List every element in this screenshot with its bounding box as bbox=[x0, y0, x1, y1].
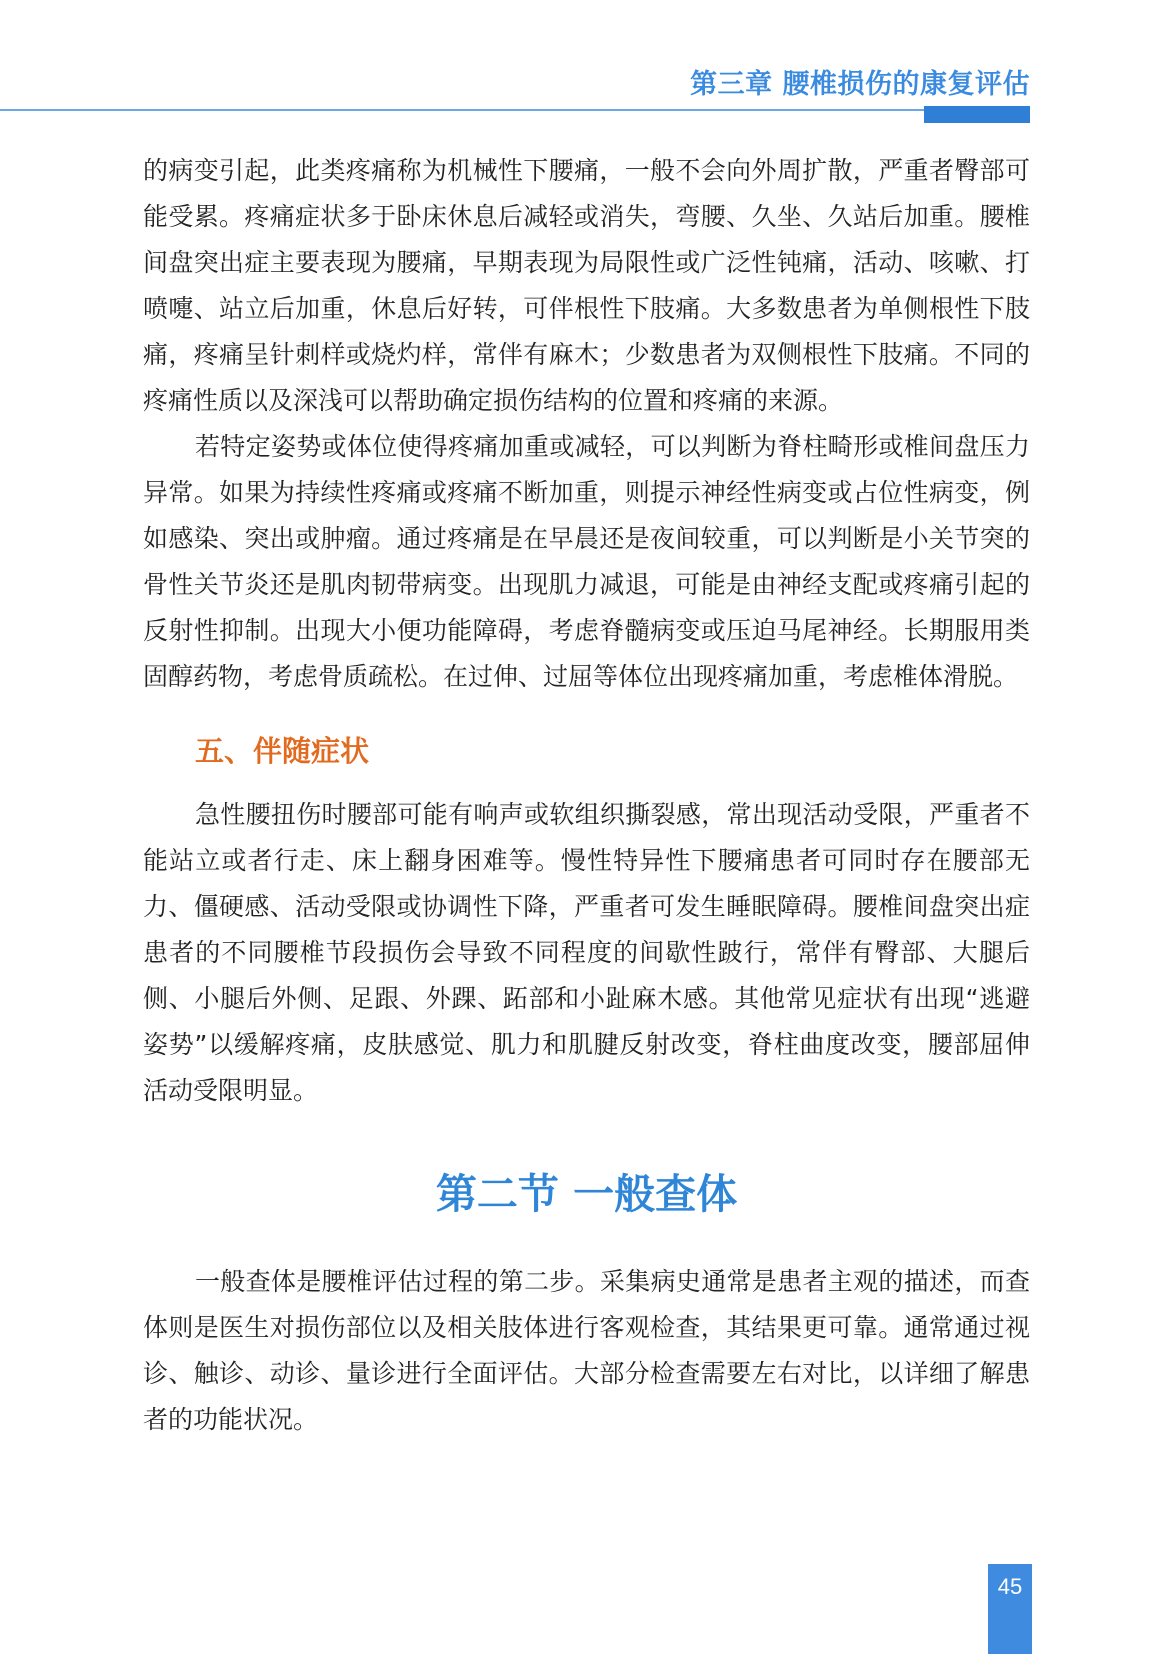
paragraph-pain-posture: 若特定姿势或体位使得疼痛加重或减轻，可以判断为脊柱畸形或椎间盘压力异常。如果为持续性疼痛或疼痛不断加重，则提示神经性病变或占位性病变，例如感染、突出或肿瘤。通过疼痛是在早晨还是夜间较重，可以判断是小关节突的骨性关节炎还是肌肉韧带病变。出现肌力减退，可能是由神经支配或疼痛引起的反射性抑制。出现大小便功能障碍，考虑脊髓病变或压迫马尾神经。长期服用类固醇药物，考虑骨质疏松。在过伸、过屈等体位出现疼痛加重，考虑椎体滑脱。 bbox=[143, 432, 1030, 691]
paragraph-general-exam: 一般查体是腰椎评估过程的第二步。采集病史通常是患者主观的描述，而查体则是医生对损伤部位以及相关肢体进行客观检查，其结果更可靠。通常通过视诊、触诊、动诊、量诊进行全面评估。大部分检查需要左右对比，以详细了解患者的功能状况。 bbox=[143, 1267, 1030, 1434]
page-number: 45 bbox=[997, 1574, 1023, 1599]
paragraph-pain-continued: 的病变引起，此类疼痛称为机械性下腰痛，一般不会向外周扩散，严重者臀部可能受累。疼痛症状多于卧床休息后减轻或消失，弯腰、久坐、久站后加重。腰椎间盘突出症主要表现为腰痛，早期表现为局限性或广泛性钝痛，活动、咳嗽、打喷嚏、站立后加重，休息后好转，可伴根性下肢痛。大多数患者为单侧根性下肢痛，疼痛呈针刺样或烧灼样，常伴有麻木；少数患者为双侧根性下肢痛。不同的疼痛性质以及深浅可以帮助确定损伤结构的位置和疼痛的来源。 bbox=[143, 156, 1030, 415]
paragraph-accompanying-symptoms: 急性腰扭伤时腰部可能有响声或软组织撕裂感，常出现活动受限，严重者不能站立或者行走、床上翻身困难等。慢性特异性下腰痛患者可同时存在腰部无力、僵硬感、活动受限或协调性下降，严重者可发生睡眠障碍。腰椎间盘突出症患者的不同腰椎节段损伤会导致不同程度的间歇性跛行，常伴有臀部、大腿后侧、小腿后外侧、足跟、外踝、跖部和小趾麻木感。其他常见症状有出现“逃避姿势”以缓解疼痛，皮肤感觉、肌力和肌腱反射改变，脊柱曲度改变，腰部屈伸活动受限明显。 bbox=[143, 800, 1030, 1105]
page-body bbox=[143, 148, 1030, 1443]
header-accent-bar bbox=[924, 106, 1030, 123]
chapter-title: 第三章 腰椎损伤的康复评估 bbox=[690, 69, 1030, 100]
subsection-heading: 五、伴随症状 bbox=[195, 734, 370, 768]
page-number-tab bbox=[988, 1564, 1032, 1654]
section-title: 第二节 一般查体 bbox=[435, 1170, 738, 1218]
header-divider bbox=[0, 109, 1030, 111]
